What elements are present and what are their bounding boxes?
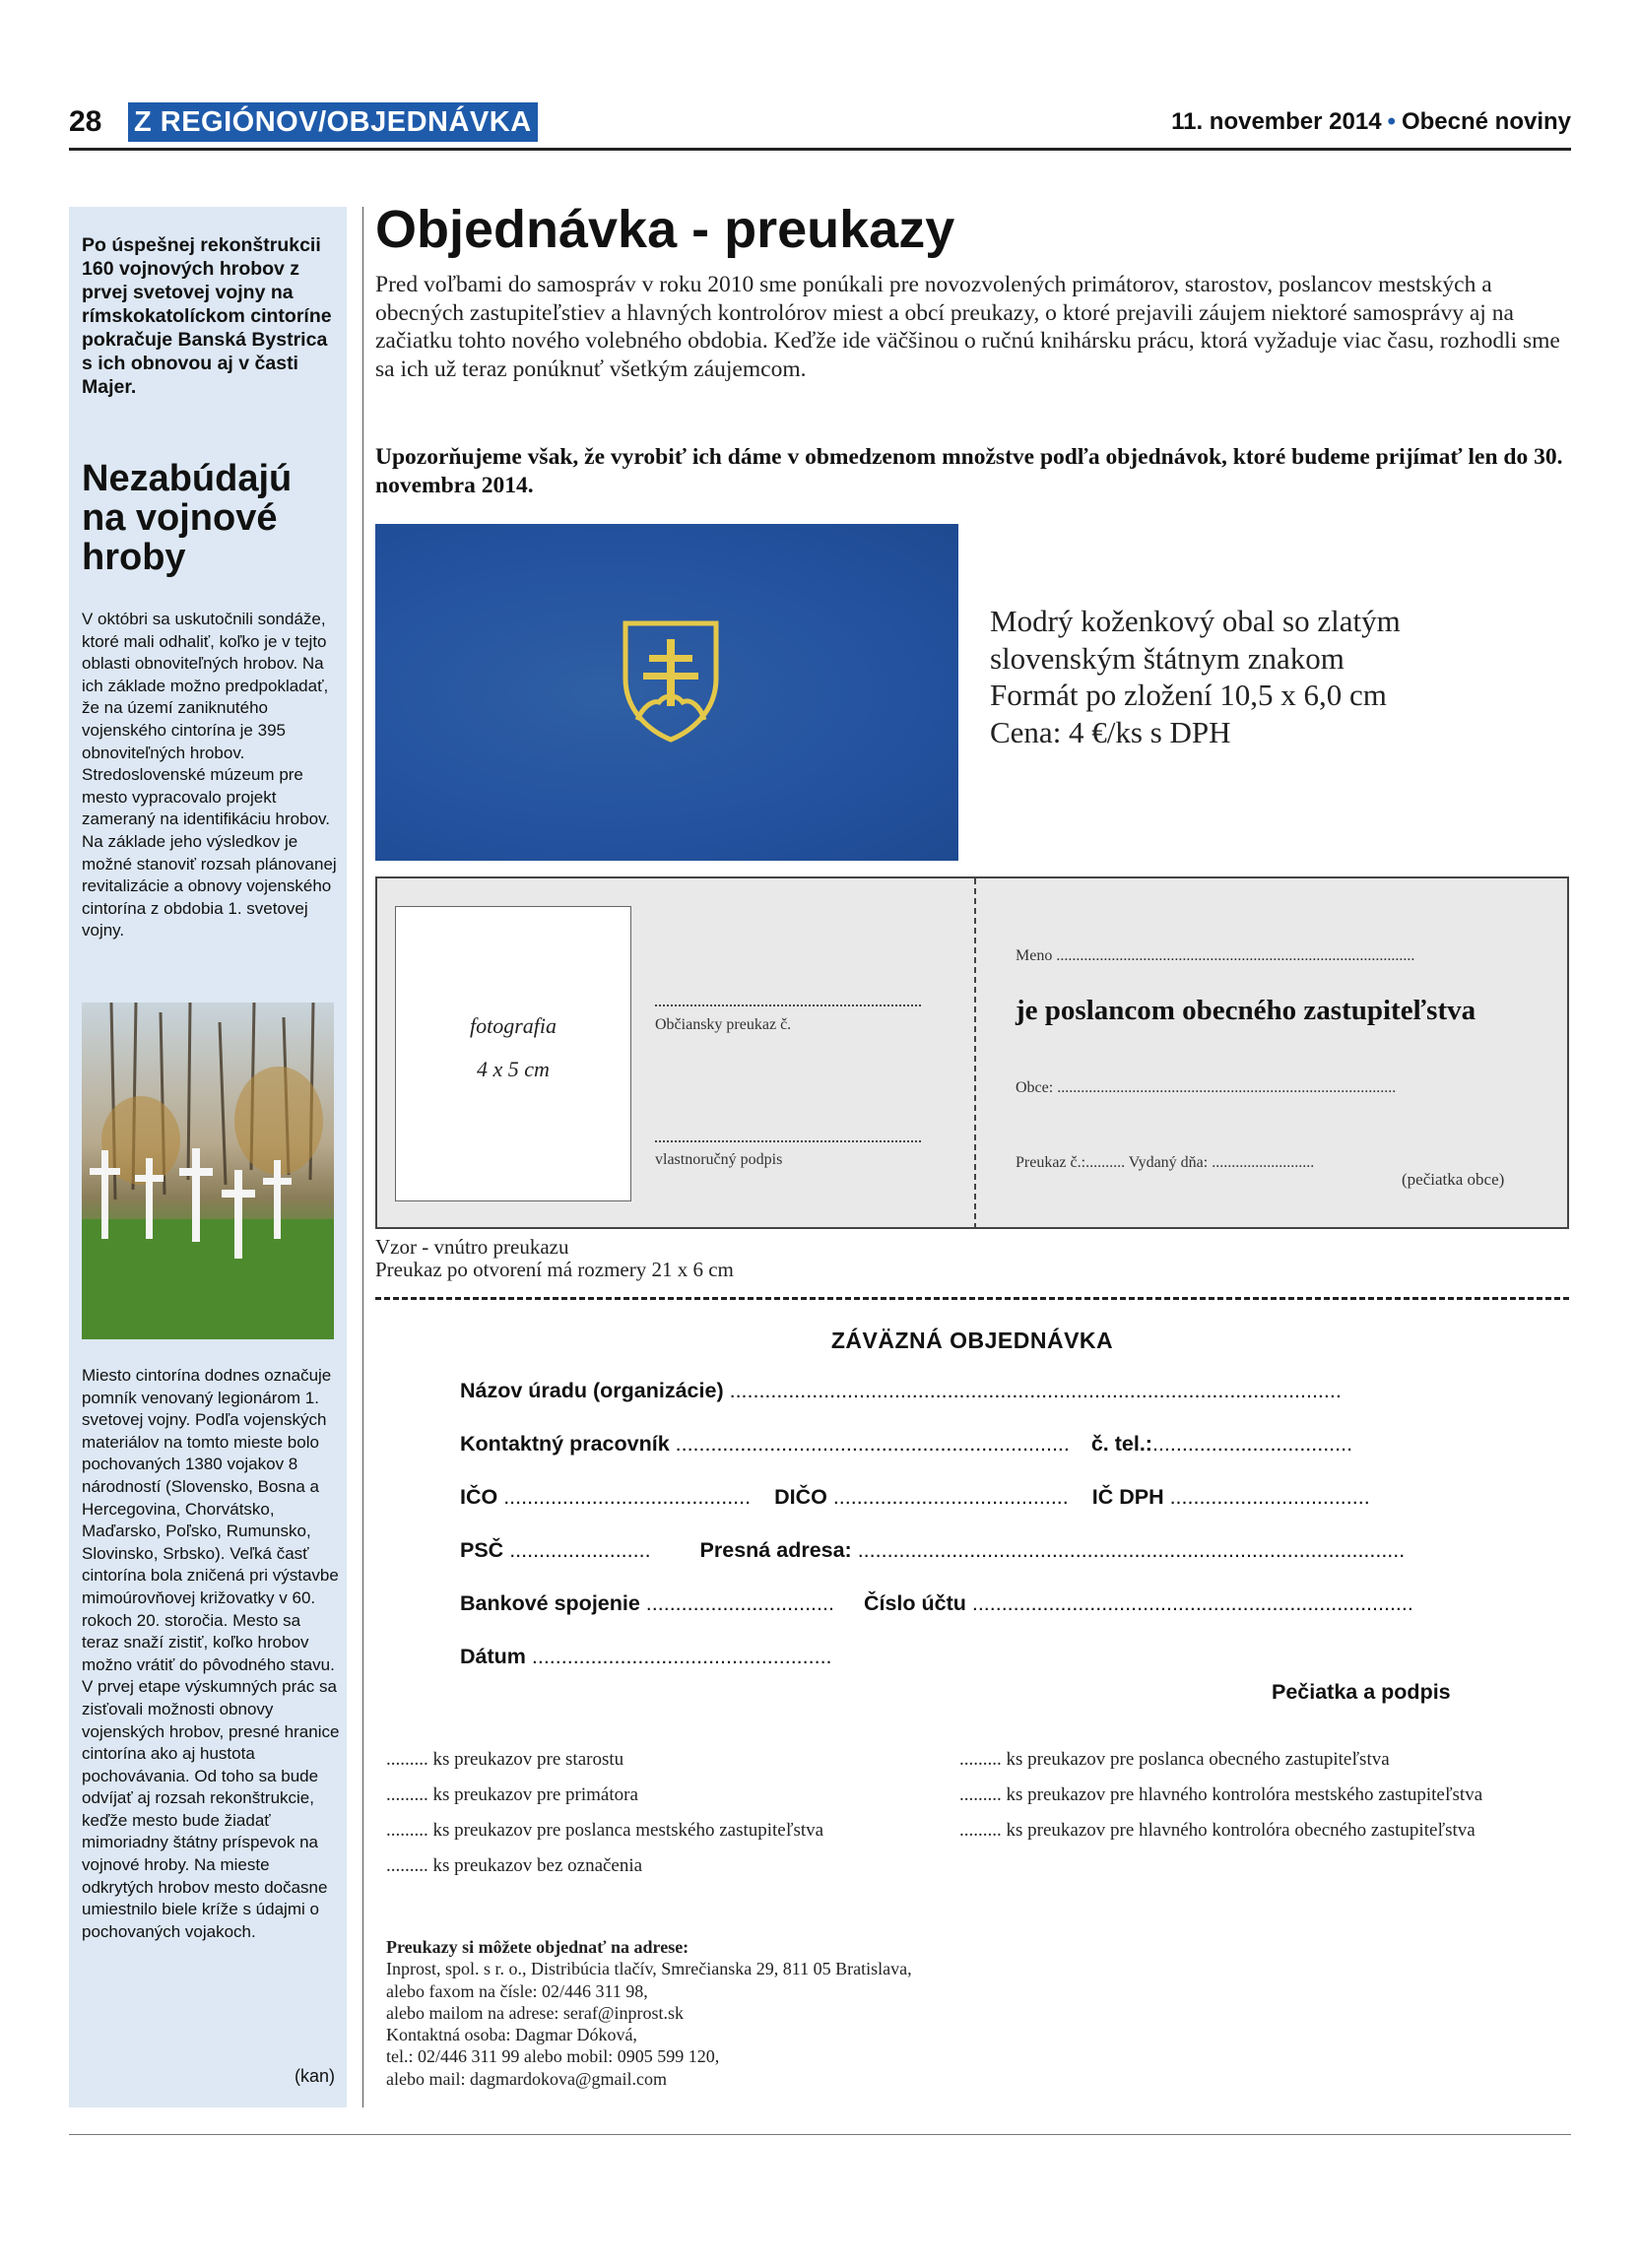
- address-line: Inprost, spol. s r. o., Distribúcia tlačív, Smrečianska 29, 811 05 Bratislava,: [386, 1959, 912, 1979]
- bank-label: Bankové spojenie: [460, 1591, 646, 1615]
- dic-field[interactable]: ........................................: [832, 1485, 1069, 1509]
- address-line[interactable]: alebo mail: dagmardokova@gmail.com: [386, 2068, 667, 2089]
- publication-name: Obecné noviny: [1401, 108, 1571, 135]
- fold-line: [974, 878, 976, 1229]
- name-line: Meno ...........................................................................................: [1016, 947, 1415, 964]
- photo-size: 4 x 5 cm: [477, 1057, 550, 1081]
- slovak-coat-of-arms-icon: [620, 617, 722, 744]
- quantity-line[interactable]: ......... ks preukazov pre primátora: [386, 1784, 638, 1805]
- order-form-title: ZÁVÄZNÁ OBJEDNÁVKA: [830, 1328, 1114, 1353]
- id-card-dotline: [655, 1004, 921, 1006]
- cover-line: Modrý koženkový obal so zlatým: [990, 604, 1401, 638]
- account-label: Číslo účtu: [863, 1591, 972, 1615]
- cover-line: Cena: 4 €/ks s DPH: [990, 714, 1231, 749]
- bank-field[interactable]: ................................: [645, 1591, 834, 1615]
- sidebar-article: [69, 207, 347, 2107]
- contact-label: Kontaktný pracovník: [460, 1432, 676, 1456]
- card-statement: je poslancom obecného zastupiteľstva: [1016, 995, 1476, 1026]
- sidebar-lead: Po úspešnej rekonštrukcii 160 vojnových hrobov z prvej svetovej vojny na rímskokatolíckom cintoríne pokračuje Banská Bystrica s ich obnovou aj v časti Majer.: [82, 234, 332, 398]
- municipality-line: Obce: ......................................................................................: [1016, 1079, 1397, 1096]
- article-title: Objednávka - preukazy: [375, 200, 955, 259]
- cemetery-photo: [82, 1003, 334, 1339]
- form-row-address[interactable]: [460, 1538, 1405, 1563]
- cover-line: Formát po zložení 10,5 x 6,0 cm: [990, 678, 1387, 712]
- sidebar-signature: (kan): [294, 2066, 335, 2086]
- form-row-contact[interactable]: [460, 1432, 1352, 1457]
- quantity-line[interactable]: ......... ks preukazov bez označenia: [386, 1855, 643, 1876]
- icdph-label: IČ DPH: [1091, 1485, 1170, 1509]
- sidebar-body-2: Miesto cintorína dodnes označuje pomník venovaný legionárom 1. svetovej vojny. Podľa vojenských materiálov na tomto mieste bolo pochovaných 1380 vojakov 8 národností (Slovensko, Bosna a Hercegovina, Chorvátsko, Maďarsko, Poľsko, Rumunsko, Slovinsko, Srbsko). Veľká časť cintorína bola zničená pri výstavbe mimoúrovňovej križovatky v 60. rokoch 20. storočia. Mesto sa teraz snaží zistiť, koľko hrobov možno vrátiť do pôvodného stavu. V prvej etape výskumných prác sa zisťovali možnosti obnovy vojenských hrobov, presné hranice cintorína ako aj hustota pochovávania. Od toho sa bude odvíjať aj rozsah rekonštrukcie, keďže mesto bude žiadať mimoriadny štátny príspevok na vojnové hroby. Na mieste odkrytých hrobov mesto dočasne umiestnilo biele kríže s údajmi o pochovaných vojakoch.: [82, 1366, 340, 1941]
- ico-field[interactable]: ..........................................: [503, 1485, 752, 1509]
- sample-caption: [375, 1236, 734, 1281]
- footer-rule: [69, 2134, 1571, 2135]
- quantity-line[interactable]: ......... ks preukazov pre poslanca mestského zastupiteľstva: [386, 1820, 824, 1841]
- signature-label: vlastnoručný podpis: [655, 1151, 783, 1168]
- issue-info: [1171, 108, 1571, 136]
- address-field[interactable]: .............................................................................................: [857, 1538, 1406, 1562]
- photo-label: fotografia: [469, 1013, 557, 1038]
- quantity-line[interactable]: ......... ks preukazov pre hlavného kontrolóra obecného zastupiteľstva: [959, 1820, 1476, 1841]
- organization-label: Názov úradu (organizácie): [460, 1379, 730, 1402]
- cemetery-photo-illustration: [82, 1003, 334, 1339]
- form-row-organization[interactable]: [460, 1379, 1342, 1403]
- caption-line: Preukaz po otvorení má rozmery 21 x 6 cm: [375, 1258, 734, 1281]
- form-row-date[interactable]: [460, 1645, 832, 1669]
- icdph-field[interactable]: ..................................: [1169, 1485, 1370, 1509]
- section-label: Z REGIÓNOV/OBJEDNÁVKA: [128, 102, 538, 142]
- dic-label: DIČO: [774, 1485, 833, 1509]
- card-number-line: Preukaz č.:.......... Vydaný dňa: ..........................: [1016, 1154, 1315, 1171]
- date-label: Dátum: [460, 1645, 532, 1668]
- address-heading: Preukazy si môžete objednať na adrese:: [386, 1937, 689, 1957]
- header-rule: [69, 148, 1571, 151]
- order-address: [386, 1936, 1076, 2090]
- cover-line: slovenským štátnym znakom: [990, 640, 1345, 676]
- date-field[interactable]: ...................................................: [531, 1645, 832, 1668]
- organization-field[interactable]: ........................................................................................................: [729, 1379, 1342, 1402]
- phone-label: č. tel.:: [1090, 1432, 1152, 1456]
- account-field[interactable]: ...........................................................................: [971, 1591, 1413, 1615]
- card-sample: [375, 876, 1569, 1229]
- phone-field[interactable]: ..................................: [1151, 1432, 1353, 1456]
- sidebar-headline: Nezabúdajú na vojnové hroby: [82, 458, 293, 578]
- signature-dotline: [655, 1140, 921, 1142]
- form-row-bank[interactable]: [460, 1591, 1413, 1616]
- sidebar-body-1: V októbri sa uskutočnili sondáže, ktoré mali odhaliť, koľko je v tejto oblasti obnoviteľných hrobov. Na ich základe možno predpokladať, že na území zaniknutého vojenského cintorína je 395 obnoviteľných hrobov. Stredoslovenské múzeum pre mesto vypracovalo projekt zameraný na identifikáciu hrobov. Na základe jeho výsledkov je možné stanoviť rozsah plánovanej revitalizácie a obnovy vojenského cintorína z obdobia 1. svetovej vojny.: [82, 610, 337, 940]
- photo-placeholder: [395, 906, 631, 1201]
- contact-field[interactable]: ...................................................................: [675, 1432, 1070, 1456]
- issue-date: 11. november 2014: [1171, 108, 1382, 135]
- quantity-line[interactable]: ......... ks preukazov pre hlavného kontrolóra mestského zastupiteľstva: [959, 1784, 1483, 1805]
- page-number: 28: [69, 105, 102, 138]
- id-card-label: Občiansky preukaz č.: [655, 1016, 792, 1033]
- article-intro: Pred voľbami do samospráv v roku 2010 sme ponúkali pre novozvolených primátorov, starostov, poslancov mestských a obecných zastupiteľstiev a hlavných kontrolórov miest a obcí preukazy, o ktoré prejavili záujem niektoré samosprávy aj na začiatku tohto nového volebného obdobia. Keďže ide väčšinou o ručnú knihársku prácu, ktorá vyžaduje viac času, rozhodli sme sa ich už teraz ponúknuť všetkým záujemcom.: [375, 272, 1560, 382]
- address-line: Kontaktná osoba: Dagmar Dóková,: [386, 2025, 637, 2045]
- card-cover-image: [375, 524, 958, 861]
- cover-description: [990, 603, 1542, 750]
- address-line[interactable]: alebo mailom na adrese: seraf@inprost.sk: [386, 2002, 684, 2023]
- cut-line: [375, 1297, 1569, 1300]
- stamp-signature-label: Pečiatka a podpis: [1272, 1680, 1451, 1704]
- caption-line: Vzor - vnútro preukazu: [375, 1235, 569, 1259]
- column-divider: [362, 207, 363, 2107]
- article-notice: Upozorňujeme však, že vyrobiť ich dáme v obmedzenom množstve podľa objednávok, ktoré budeme prijímať len do 30. novembra 2014.: [375, 444, 1563, 498]
- address-line: tel.: 02/446 311 99 alebo mobil: 0905 599 120,: [386, 2046, 720, 2067]
- stamp-label: (pečiatka obce): [1402, 1170, 1505, 1189]
- address-line: alebo faxom na čísle: 02/446 311 98,: [386, 1980, 648, 2001]
- ico-label: IČO: [460, 1485, 504, 1509]
- psc-label: PSČ: [460, 1538, 510, 1562]
- quantity-line[interactable]: ......... ks preukazov pre poslanca obecného zastupiteľstva: [959, 1749, 1390, 1770]
- separator-dot: •: [1387, 108, 1396, 135]
- psc-field[interactable]: ........................: [509, 1538, 651, 1562]
- form-row-ids[interactable]: [460, 1485, 1370, 1510]
- quantity-line[interactable]: ......... ks preukazov pre starostu: [386, 1749, 624, 1770]
- address-label: Presná adresa:: [699, 1538, 858, 1562]
